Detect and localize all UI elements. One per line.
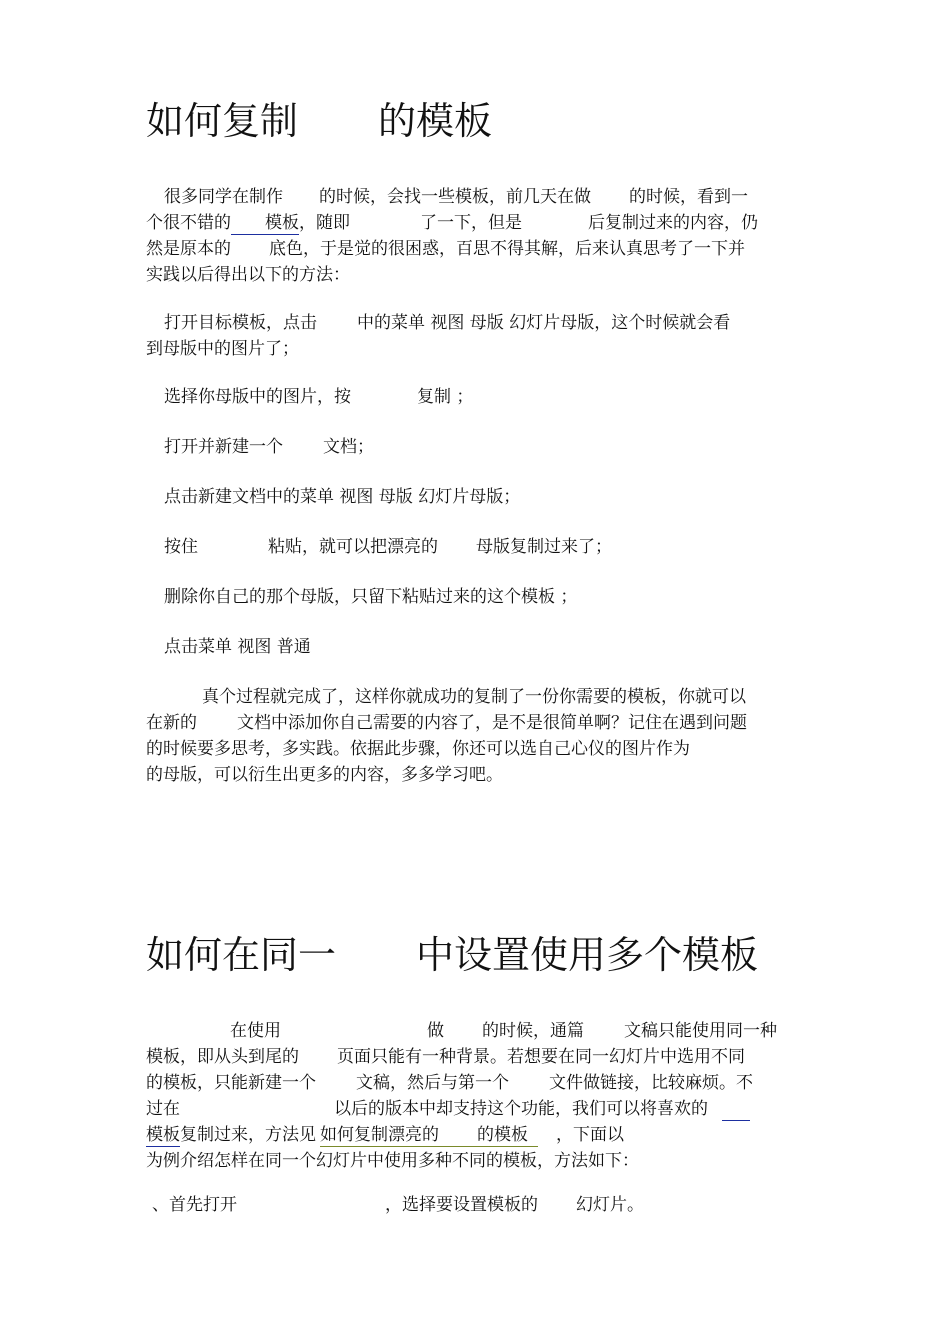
text: 选择你母版中的图片，按 — [164, 387, 351, 407]
text: 过在 — [146, 1099, 180, 1119]
text: 如何复制漂亮的 — [320, 1125, 439, 1145]
text: 后复制过来的内容，仍 — [588, 213, 758, 233]
text: 的模板 — [477, 1125, 528, 1145]
intro-line-1 — [146, 184, 808, 210]
section2-title-part1: 如何在同一 — [146, 933, 337, 977]
line — [146, 1122, 808, 1148]
intro-line-3 — [146, 236, 808, 262]
line — [146, 1044, 808, 1070]
text: 的模板，只能新建一个 — [146, 1073, 316, 1093]
text: 的时候，通篇 — [482, 1021, 584, 1041]
step-3 — [164, 434, 374, 460]
text: 模板 — [146, 1125, 180, 1145]
text: 文稿只能使用同一种 — [624, 1021, 777, 1041]
text: 的母版，可以衍生出更多的内容，多多学习吧。 — [146, 765, 503, 785]
line — [146, 1070, 808, 1096]
text: 底色，于是觉的很困惑，百思不得其解，后来认真思考了一下并 — [269, 239, 745, 259]
template-link-underline[interactable] — [722, 1099, 750, 1121]
text: 点击新建文档中的菜单 视图 母版 幻灯片母版； — [164, 487, 521, 507]
line — [146, 736, 808, 762]
step-2 — [164, 384, 473, 410]
text: 真个过程就完成了，这样你就成功的复制了一份你需要的模板，你就可以 — [202, 687, 746, 707]
text: 删除你自己的那个母版，只留下粘贴过来的这个模板 ； — [164, 587, 578, 607]
text: 模板 — [265, 213, 299, 233]
step-1 — [146, 310, 808, 362]
text: 复制 ； — [417, 387, 474, 407]
text: 了一下，但是 — [420, 213, 522, 233]
section1-intro — [146, 184, 808, 288]
text: 母版复制过来了； — [476, 537, 612, 557]
line — [146, 336, 808, 362]
line — [146, 684, 808, 710]
text: ，选择要设置模板的 — [385, 1195, 538, 1215]
line — [146, 1148, 808, 1174]
text: 打开并新建一个 — [164, 437, 283, 457]
text: 复制过来，方法见 — [180, 1125, 316, 1145]
text: 的时候，看到一 — [629, 187, 748, 207]
text: 模板，即从头到尾的 — [146, 1047, 299, 1067]
text: 文件做链接，比较麻烦。不 — [549, 1073, 753, 1093]
step-4 — [164, 484, 520, 510]
line — [146, 710, 808, 736]
text: 然是原本的 — [146, 239, 231, 259]
text: 文稿，然后与第一个 — [356, 1073, 509, 1093]
text: ，随即 — [299, 213, 350, 233]
text: 按住 — [164, 537, 198, 557]
text: 的时候要多思考，多实践。依据此步骤，你还可以选自己心仪的图片作为 — [146, 739, 690, 759]
text: 中的菜单 视图 母版 幻灯片母版，这个时候就会看 — [357, 313, 731, 333]
text: 打开目标模板，点击 — [164, 313, 317, 333]
text: 在新的 — [146, 713, 197, 733]
section2-title-part2: 中设置使用多个模板 — [416, 933, 759, 977]
template-link[interactable] — [231, 213, 299, 235]
section1-conclusion — [146, 684, 808, 788]
text: 粘贴，就可以把漂亮的 — [268, 537, 438, 557]
text: 做 — [427, 1021, 444, 1041]
text: 实践以后得出以下的方法： — [146, 265, 350, 285]
template-link-2[interactable] — [146, 1125, 180, 1147]
text: 点击菜单 视图 普通 — [164, 637, 311, 657]
step-6 — [164, 584, 577, 610]
how-to-copy-template-link[interactable] — [320, 1125, 538, 1147]
section1-title — [146, 99, 493, 143]
section2-title — [146, 933, 759, 977]
line — [146, 1096, 808, 1122]
section2-step-1 — [152, 1192, 644, 1218]
text: ，下面以 — [556, 1125, 624, 1145]
text: 的时候，会找一些模板，前几天在做 — [319, 187, 591, 207]
line — [146, 310, 808, 336]
text: 页面只能有一种背景。若想要在同一幻灯片中选用不同 — [337, 1047, 745, 1067]
text: 为例介绍怎样在同一个幻灯片中使用多种不同的模板，方法如下： — [146, 1151, 639, 1171]
section2-intro — [146, 1018, 808, 1174]
text: 很多同学在制作 — [164, 187, 283, 207]
text: 文档； — [323, 437, 374, 457]
step-5 — [164, 534, 612, 560]
intro-line-2 — [146, 210, 808, 236]
text: 幻灯片。 — [576, 1195, 644, 1215]
intro-line-4 — [146, 262, 808, 288]
line — [146, 1018, 808, 1044]
step-7 — [164, 634, 311, 660]
text: 个很不错的 — [146, 213, 231, 233]
line — [146, 762, 808, 788]
text: 在使用 — [230, 1021, 281, 1041]
text: 、首先打开 — [152, 1195, 237, 1215]
section1-title-part2: 的模板 — [378, 99, 493, 143]
text: 以后的版本中却支持这个功能，我们可以将喜欢的 — [334, 1099, 708, 1119]
text: 文档中添加你自己需要的内容了，是不是很简单啊？记住在遇到问题 — [237, 713, 747, 733]
text: 到母版中的图片了； — [146, 339, 299, 359]
section1-title-part1: 如何复制 — [146, 99, 299, 143]
